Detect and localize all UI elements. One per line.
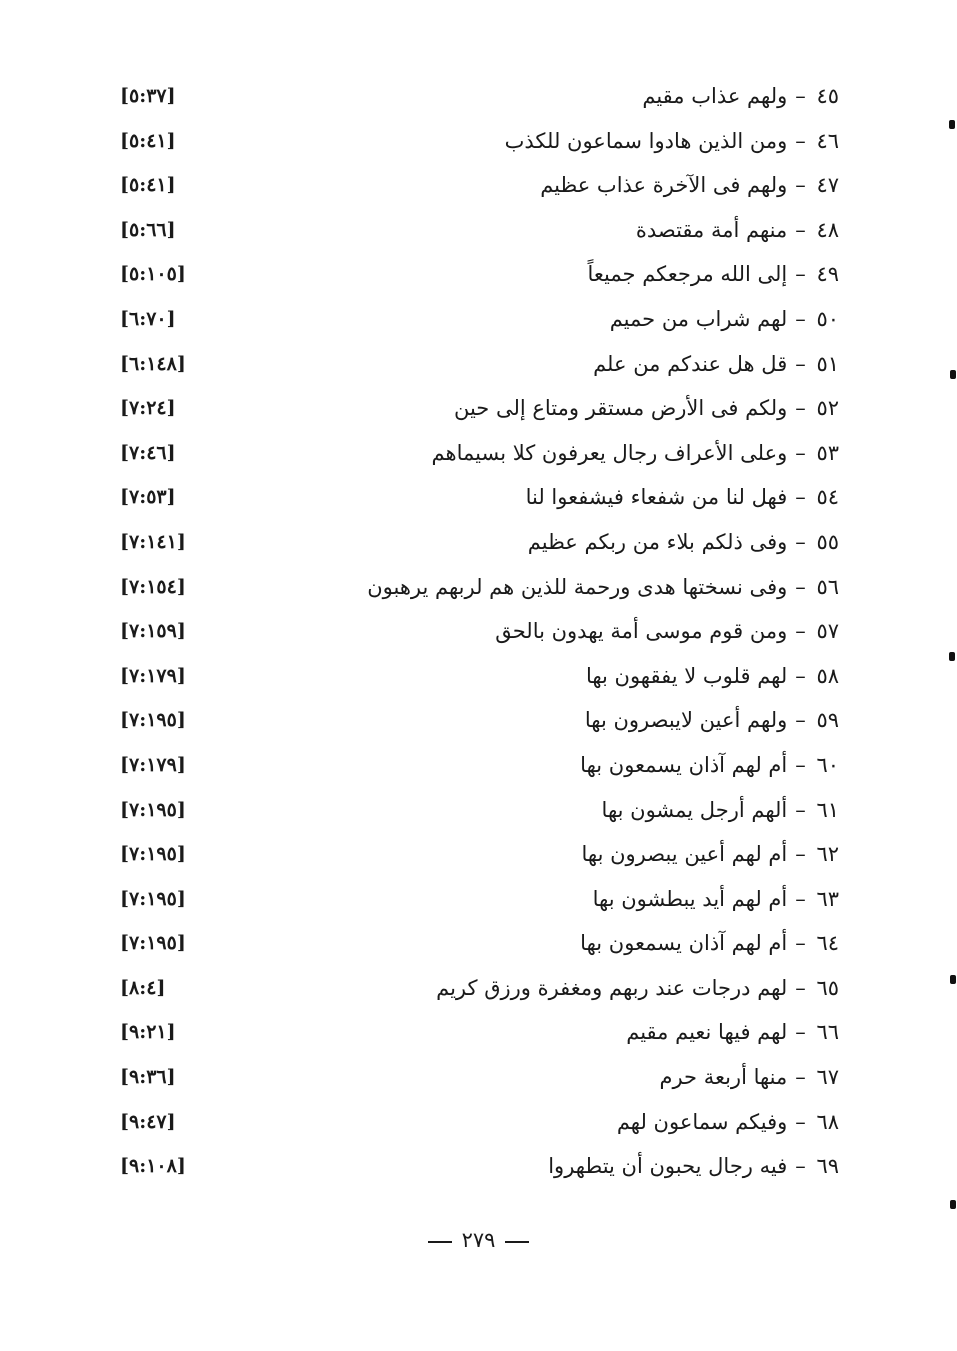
entry-text-line [526, 483, 839, 511]
entry-phrase: ولهم أعين لايبصرون بها [584, 708, 788, 733]
entry-phrase: وعلى الأعراف رجال يعرفون كلا بسيماهم [431, 440, 788, 465]
entry-dash: – [795, 529, 806, 554]
entry-dash: – [795, 396, 806, 421]
entry-number: ٤٩ [816, 262, 839, 287]
verse-reference: [٧:٤٦] [120, 441, 176, 464]
entry-row [0, 475, 957, 520]
entry-row [0, 832, 957, 877]
entry-text-line [367, 573, 839, 601]
entry-number: ٥٥ [816, 529, 839, 554]
entry-row [0, 966, 957, 1011]
entry-row [0, 297, 957, 342]
entry-text-line [454, 394, 839, 422]
entry-phrase: منها أربعة حرم [659, 1065, 788, 1090]
entry-number: ٤٨ [816, 217, 839, 242]
entry-number: ٤٥ [816, 84, 839, 108]
entry-number: ٥٧ [816, 619, 839, 644]
entry-phrase: وفى ذلكم بلاء من ربكم عظيم [527, 529, 788, 554]
margin-mark [950, 1200, 956, 1209]
entry-text-line [610, 305, 839, 333]
entry-row [0, 921, 957, 966]
entry-row [0, 431, 957, 476]
entry-dash: – [795, 975, 806, 1000]
entry-dash: – [795, 1020, 806, 1045]
entry-dash: – [795, 306, 806, 331]
verse-reference: [٧:١٧٩] [120, 664, 186, 687]
entry-dash: – [795, 173, 806, 198]
entry-row [0, 877, 957, 922]
entry-number: ٦١ [816, 797, 839, 822]
entry-row [0, 1144, 957, 1189]
entry-number: ٥٦ [816, 574, 839, 599]
entry-number: ٥١ [816, 351, 839, 376]
entry-row [0, 386, 957, 431]
entry-number: ٥٣ [816, 440, 839, 465]
entry-phrase: لهم شراب من حميم [609, 306, 788, 331]
verse-reference: [٦:٧٠] [120, 307, 176, 330]
entry-text-line [617, 1108, 839, 1136]
entry-number: ٥٠ [816, 306, 839, 331]
entry-dash: – [795, 217, 806, 242]
entry-number: ٤٦ [816, 128, 839, 153]
entry-dash: – [795, 262, 806, 287]
entry-row [0, 342, 957, 387]
entry-phrase: وفيكم سماعون لهم [616, 1109, 788, 1134]
entry-row [0, 208, 957, 253]
entry-number: ٦٧ [816, 1065, 839, 1090]
verse-reference: [٥:١٠٥] [120, 263, 186, 286]
verse-reference: [٧:١٩٥] [120, 843, 186, 866]
entry-row [0, 654, 957, 699]
entry-phrase: أم لهم أيد يبطشون بها [592, 886, 788, 911]
verse-reference: [٥:٤١] [120, 174, 176, 197]
entry-number: ٦٩ [816, 1154, 839, 1179]
entry-number: ٥٢ [816, 396, 839, 421]
entry-dash: – [795, 128, 806, 153]
verse-reference: [٧:١٧٩] [120, 753, 186, 776]
margin-mark [949, 652, 955, 661]
entry-row [0, 1055, 957, 1100]
entry-text-line [432, 439, 839, 467]
verse-reference: [٥:٦٦] [120, 218, 176, 241]
entry-row [0, 74, 957, 119]
entry-dash: – [795, 1109, 806, 1134]
entry-number: ٥٩ [816, 708, 839, 733]
entry-text-line [436, 974, 839, 1002]
verse-reference: [٩:٢١] [120, 1021, 176, 1044]
entry-text-line [636, 216, 839, 244]
entry-dash: – [795, 708, 806, 733]
entry-phrase: أم لهم أعين يبصرون بها [581, 842, 788, 867]
verse-reference: [٧:١٩٥] [120, 709, 186, 732]
verse-reference: [٥:٤١] [120, 129, 176, 152]
entry-dash: – [795, 440, 806, 465]
verse-reference: [٧:١٩٥] [120, 887, 186, 910]
entry-text-line [593, 885, 839, 913]
entry-phrase: فهل لنا من شفعاء فيشفعوا لنا [525, 485, 788, 510]
entry-dash: – [795, 886, 806, 911]
entry-dash: – [795, 1065, 806, 1090]
entry-phrase: منهم أمة مقتصدة [635, 217, 788, 242]
verse-reference: [٧:٥٣] [120, 486, 176, 509]
entry-text-line [602, 796, 839, 824]
footer-dash-left [428, 1241, 452, 1243]
entry-row [0, 119, 957, 164]
verse-reference: [٧:١٩٥] [120, 932, 186, 955]
entry-text-line [540, 171, 839, 199]
entry-row [0, 698, 957, 743]
entry-row [0, 520, 957, 565]
entry-row [0, 565, 957, 610]
entry-text-line [580, 929, 839, 957]
entry-row [0, 1010, 957, 1055]
page-footer [0, 1226, 957, 1254]
entry-dash: – [795, 84, 806, 108]
entry-number: ٥٤ [816, 485, 839, 510]
entry-phrase: أم لهم آذان يسمعون بها [580, 931, 788, 956]
entry-row [0, 788, 957, 833]
entry-number: ٤٧ [816, 173, 839, 198]
entry-text-line [626, 1018, 839, 1046]
entry-phrase: فيه رجال يحبون أن يتطهروا [548, 1154, 788, 1179]
verse-reference: [٧:١٩٥] [120, 798, 186, 821]
entry-phrase: ومن قوم موسى أمة يهدون بالحق [495, 619, 788, 644]
entry-dash: – [795, 619, 806, 644]
entry-text-line [580, 751, 839, 779]
entry-phrase: ومن الذين هادوا سماعون للكذب [504, 128, 788, 153]
entry-dash: – [795, 752, 806, 777]
verse-reference: [٩:٤٧] [120, 1110, 176, 1133]
entry-text-line [548, 1152, 839, 1180]
margin-mark [949, 120, 955, 129]
entry-text-line [495, 617, 839, 645]
entry-row [0, 163, 957, 208]
entry-phrase: قل هل عندكم من علم [593, 351, 788, 376]
entry-phrase: ولكم فى الأرض مستقر ومتاع إلى حين [453, 396, 788, 421]
entry-dash: – [795, 574, 806, 599]
entry-phrase: لهم قلوب لا يفقهون بها [585, 663, 788, 688]
entry-dash: – [795, 351, 806, 376]
entry-list [0, 74, 957, 1189]
verse-reference: [٧:١٥٤] [120, 575, 186, 598]
entry-text-line [593, 350, 839, 378]
entry-dash: – [795, 1154, 806, 1179]
entry-dash: – [795, 931, 806, 956]
entry-number: ٦٣ [816, 886, 839, 911]
entry-dash: – [795, 485, 806, 510]
footer-dash-right [505, 1241, 529, 1243]
entry-dash: – [795, 663, 806, 688]
entry-number: ٦٢ [816, 842, 839, 867]
verse-reference: [٨:٤] [120, 976, 166, 999]
verse-reference: [٩:٣٦] [120, 1066, 176, 1089]
entry-row [0, 1100, 957, 1145]
verse-reference: [٥:٣٧] [120, 85, 176, 107]
entry-phrase: أم لهم آذان يسمعون بها [580, 752, 788, 777]
entry-phrase: لهم درجات عند ربهم ومغفرة ورزق كريم [436, 975, 788, 1000]
entry-number: ٦٥ [816, 975, 839, 1000]
entry-text-line [505, 127, 839, 155]
verse-reference: [٧:١٥٩] [120, 620, 186, 643]
entry-dash: – [795, 797, 806, 822]
entry-phrase: ولهم فى الآخرة عذاب عظيم [540, 173, 788, 198]
entry-text-line [588, 260, 839, 288]
entry-number: ٥٨ [816, 663, 839, 688]
entry-number: ٦٦ [816, 1020, 839, 1045]
entry-row [0, 609, 957, 654]
verse-reference: [٧:١٤١] [120, 530, 186, 553]
entry-phrase: وفى نسختها هدى ورحمة للذين هم لربهم يرهبون [367, 574, 788, 599]
margin-mark [950, 370, 956, 379]
verse-reference: [٧:٢٤] [120, 397, 176, 420]
entry-text-line [528, 528, 839, 556]
entry-text-line [659, 1063, 839, 1091]
entry-text-line [642, 82, 839, 110]
entry-text-line [585, 706, 839, 734]
verse-reference: [٦:١٤٨] [120, 352, 186, 375]
margin-mark [950, 975, 956, 984]
entry-row [0, 252, 957, 297]
entry-phrase: ولهم عذاب مقيم [642, 84, 788, 108]
entry-phrase: إلى الله مرجعكم جميعاً [587, 262, 788, 287]
page-number: ٢٧٩ [461, 1228, 496, 1252]
entry-dash: – [795, 842, 806, 867]
entry-number: ٦٠ [816, 752, 839, 777]
entry-row [0, 743, 957, 788]
entry-text-line [586, 662, 839, 690]
verse-reference: [٩:١٠٨] [120, 1155, 186, 1178]
entry-phrase: لهم فيها نعيم مقيم [626, 1020, 788, 1045]
entry-number: ٦٤ [816, 931, 839, 956]
entry-number: ٦٨ [816, 1109, 839, 1134]
entry-text-line [582, 840, 840, 868]
entry-phrase: ألهم أرجل يمشون بها [601, 797, 788, 822]
